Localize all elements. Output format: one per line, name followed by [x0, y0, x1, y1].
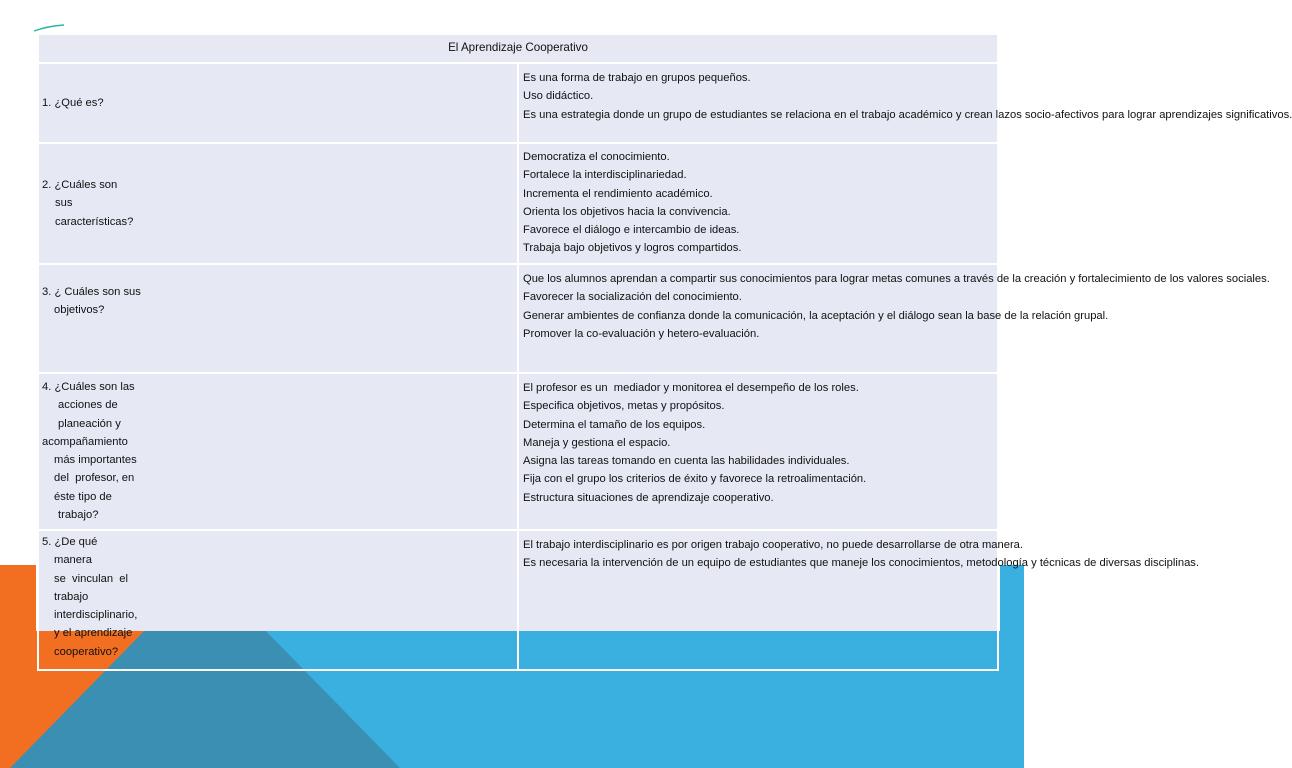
table-row	[38, 264, 998, 373]
question-cell	[38, 373, 518, 530]
answer-line: El trabajo interdisciplinario es por origen trabajo cooperativo, no puede desarrollarse de otra manera.	[523, 539, 1023, 551]
answer-line: Es necesaria la intervención de un equipo de estudiantes que maneje los conocimientos, metodología y técnicas de diversas disciplinas.	[523, 557, 1200, 570]
answer-line: Favorecer la socialización del conocimiento.	[523, 291, 742, 304]
answer-cell	[518, 143, 998, 264]
answer-line: Generar ambientes de confianza donde la comunicación, la aceptación y el diálogo sean la base de la relación grupal.	[523, 309, 1109, 322]
answer-line: Incrementa el rendimiento académico.	[523, 187, 713, 200]
question-line: más importantes	[54, 454, 137, 467]
question-line: acompañamiento	[42, 435, 128, 448]
question-line: 3. ¿ Cuáles son sus	[42, 286, 141, 298]
question-line: 5. ¿De qué	[42, 536, 98, 548]
question-line: 2. ¿Cuáles son	[42, 179, 118, 192]
table-title: El Aprendizaje Cooperativo	[38, 34, 998, 63]
question-line: 4. ¿Cuáles son las	[42, 381, 135, 393]
answer-cell	[518, 373, 998, 530]
question-line: acciones de	[58, 399, 118, 412]
table-row	[38, 143, 998, 264]
cooperative-learning-table-container	[36, 33, 1292, 658]
table-row	[38, 63, 998, 143]
question-line: trabajo	[54, 590, 89, 603]
answer-line: Trabaja bajo objetivos y logros compartidos.	[523, 242, 742, 255]
answer-line: Uso didáctico.	[523, 90, 594, 103]
answer-cell	[518, 63, 1292, 143]
cooperative-learning-table	[37, 33, 1292, 671]
answer-cell	[518, 530, 1200, 670]
answer-line: Maneja y gestiona el espacio.	[523, 436, 671, 449]
question-line: sus	[55, 197, 73, 210]
answer-line: Asigna las tareas tomando en cuenta las habilidades individuales.	[523, 455, 850, 468]
answer-line: Es una forma de trabajo en grupos pequeños.	[523, 72, 751, 84]
question-line: manera	[54, 554, 92, 567]
question-cell	[38, 530, 518, 670]
answer-line: Que los alumnos aprendan a compartir sus conocimientos para lograr metas comunes a través de la creación y fortalecimiento de los valores sociales.	[523, 273, 1270, 285]
answer-line: Orienta los objetivos hacia la convivencia.	[523, 205, 731, 218]
answer-line: Promover la co-evaluación y hetero-evaluación.	[523, 327, 760, 340]
question-line: y el aprendizaje	[54, 627, 133, 640]
answer-line: Fija con el grupo los criterios de éxito y favorece la retroalimentación.	[523, 473, 867, 486]
question-line: cooperativo?	[54, 645, 119, 658]
question-cell	[38, 143, 518, 264]
question-line: se vinculan el	[54, 572, 129, 585]
question-line: objetivos?	[54, 304, 105, 317]
answer-cell	[518, 264, 1270, 373]
answer-line: Es una estrategia donde un grupo de estudiantes se relaciona en el trabajo académico y crean lazos socio-afectivos para lograr aprendizajes significativos.	[523, 108, 1292, 121]
question-line: características?	[55, 215, 134, 228]
answer-line: Especifica objetivos, metas y propósitos.	[523, 400, 725, 413]
question-line: planeación y	[58, 417, 121, 430]
table-row	[38, 373, 998, 530]
question-line: del profesor, en	[54, 472, 135, 485]
question-line: interdisciplinario,	[54, 609, 138, 622]
question-cell	[38, 63, 518, 143]
question-line: 1. ¿Qué es?	[42, 96, 104, 109]
table-row	[38, 530, 998, 670]
answer-line: Estructura situaciones de aprendizaje cooperativo.	[523, 491, 774, 504]
question-line: éste tipo de	[54, 490, 112, 503]
answer-line: Democratiza el conocimiento.	[523, 151, 670, 163]
answer-line: El profesor es un mediador y monitorea el desempeño de los roles.	[523, 382, 859, 394]
answer-line: Determina el tamaño de los equipos.	[523, 418, 706, 431]
answer-line: Favorece el diálogo e intercambio de ideas.	[523, 224, 740, 237]
question-line: trabajo?	[58, 509, 99, 522]
question-cell	[38, 264, 518, 373]
answer-line: Fortalece la interdisciplinariedad.	[523, 169, 687, 182]
